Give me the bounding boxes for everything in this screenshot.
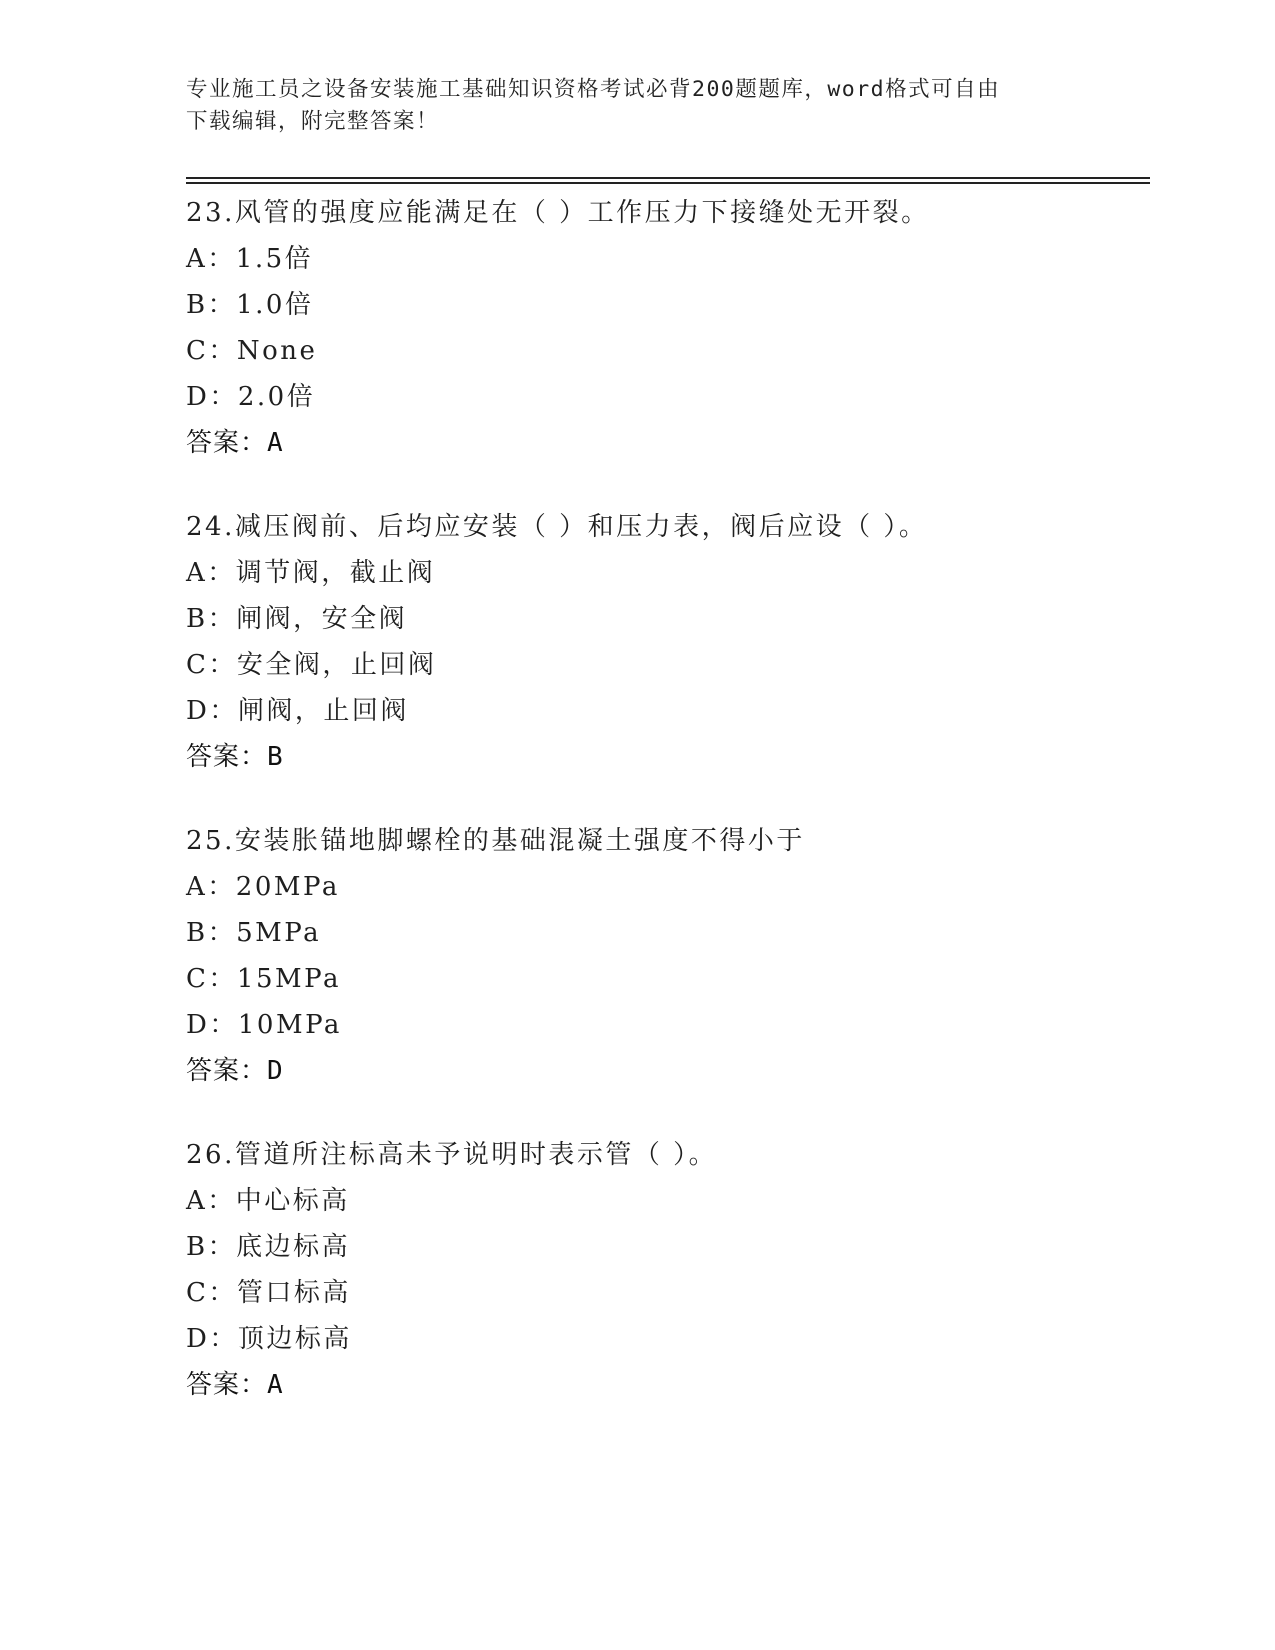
question-24 (186, 504, 1150, 780)
option-label: D： (186, 696, 238, 726)
option-a (186, 236, 1150, 282)
option-a (186, 864, 1150, 910)
option-label: A： (186, 872, 236, 902)
question-text: 减压阀前、后均应安装（ ）和压力表，阀后应设（ ）。 (234, 512, 928, 542)
option-d (186, 688, 1150, 734)
question-23 (186, 190, 1150, 466)
question-number: 26. (186, 1140, 235, 1170)
answer (186, 734, 1150, 780)
option-c (186, 642, 1150, 688)
question-26 (186, 1132, 1150, 1408)
option-text: 中心标高 (235, 1186, 350, 1216)
option-a (186, 550, 1150, 596)
option-text: 10MPa (237, 1010, 342, 1040)
option-label: B： (186, 604, 237, 634)
answer-label: 答案： (186, 1056, 268, 1086)
option-label: C： (186, 964, 237, 994)
answer-value: D (267, 1056, 284, 1086)
option-b (186, 596, 1150, 642)
question-text: 管道所注标高未予说明时表示管（ ）。 (234, 1140, 718, 1170)
option-text: 20MPa (235, 872, 340, 902)
option-d (186, 1316, 1150, 1362)
question-stem (186, 818, 1150, 864)
question-stem (186, 190, 1150, 236)
header-divider-top (186, 177, 1150, 179)
option-text: 调节阀，截止阀 (235, 558, 436, 588)
header-line-1: 专业施工员之设备安装施工基础知识资格考试必背200题题库，word格式可自由 (186, 77, 1001, 102)
option-text: 2.0倍 (237, 382, 316, 412)
answer-value: B (267, 742, 284, 772)
option-label: C： (186, 1278, 237, 1308)
answer (186, 1048, 1150, 1094)
option-text: 安全阀，止回阀 (236, 650, 437, 680)
option-label: C： (186, 336, 237, 366)
answer-value: A (267, 1370, 284, 1400)
option-label: D： (186, 1324, 238, 1354)
answer-value: A (267, 428, 284, 458)
answer-label: 答案： (186, 428, 268, 458)
question-stem (186, 1132, 1150, 1178)
option-text: 1.0倍 (236, 290, 314, 320)
option-text: 1.5倍 (235, 244, 314, 274)
option-text: 顶边标高 (237, 1324, 352, 1354)
option-c (186, 1270, 1150, 1316)
option-label: D： (186, 1010, 238, 1040)
option-b (186, 282, 1150, 328)
question-number: 24. (186, 512, 235, 542)
option-c (186, 956, 1150, 1002)
document-header (186, 74, 1086, 138)
option-label: A： (186, 1186, 236, 1216)
option-text: 底边标高 (236, 1232, 351, 1262)
option-label: C： (186, 650, 237, 680)
question-text: 安装胀锚地脚螺栓的基础混凝土强度不得小于 (234, 826, 805, 856)
option-label: A： (186, 558, 236, 588)
answer-label: 答案： (186, 1370, 268, 1400)
option-text: 15MPa (236, 964, 341, 994)
option-text: 管口标高 (236, 1278, 351, 1308)
option-label: B： (186, 290, 237, 320)
answer (186, 420, 1150, 466)
header-divider-bottom (186, 182, 1150, 184)
option-label: A： (186, 244, 236, 274)
option-text: 5MPa (236, 918, 322, 948)
option-label: B： (186, 1232, 237, 1262)
option-text: 闸阀，止回阀 (237, 696, 409, 726)
option-b (186, 910, 1150, 956)
option-text: None (236, 336, 318, 366)
option-c (186, 328, 1150, 374)
question-number: 25. (186, 826, 235, 856)
answer-label: 答案： (186, 742, 268, 772)
option-d (186, 1002, 1150, 1048)
question-stem (186, 504, 1150, 550)
question-text: 风管的强度应能满足在（ ）工作压力下接缝处无开裂。 (234, 198, 930, 228)
header-line-2: 下载编辑，附完整答案！ (186, 109, 440, 134)
option-a (186, 1178, 1150, 1224)
option-text: 闸阀，安全阀 (236, 604, 408, 634)
question-list (186, 190, 1150, 1446)
option-d (186, 374, 1150, 420)
option-label: D： (186, 382, 238, 412)
option-label: B： (186, 918, 237, 948)
option-b (186, 1224, 1150, 1270)
question-25 (186, 818, 1150, 1094)
question-number: 23. (186, 198, 235, 228)
answer (186, 1362, 1150, 1408)
